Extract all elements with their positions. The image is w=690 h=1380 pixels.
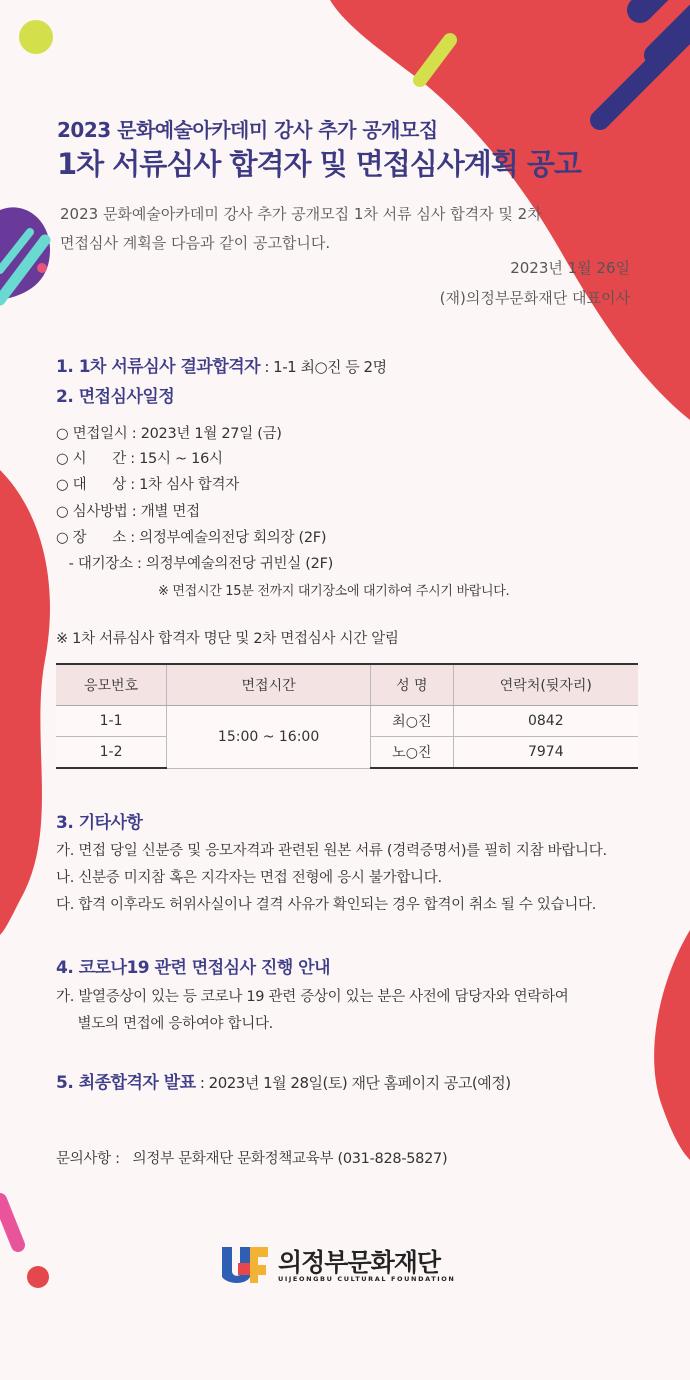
cell-contact: 0842 bbox=[453, 706, 638, 737]
section-3-heading: 3. 기타사항 bbox=[56, 813, 143, 833]
cell-application-number: 1-2 bbox=[56, 737, 167, 769]
section-2-heading: 2. 면접심사일정 bbox=[56, 387, 175, 407]
contact-info: 문의사항 : 의정부 문화재단 문화정책교육부 (031-828-5827) bbox=[56, 1151, 448, 1167]
schedule-item: - 대기장소 : 의정부예술의전당 귀빈실 (2F) bbox=[60, 556, 333, 572]
cell-contact: 7974 bbox=[453, 737, 638, 769]
covid-line-2: 별도의 면접에 응하여야 합니다. bbox=[56, 1016, 273, 1032]
cell-name: 노○진 bbox=[371, 737, 454, 769]
header-contact: 연락처(뒷자리) bbox=[453, 664, 638, 706]
candidates-table bbox=[56, 663, 638, 769]
header-application-number: 응모번호 bbox=[56, 664, 167, 706]
intro-line-2: 면접심사 계획을 다음과 같이 공고합니다. bbox=[60, 234, 331, 252]
foundation-logo-subtitle: UIJEONGBU CULTURAL FOUNDATION bbox=[278, 1275, 456, 1283]
section-5-detail: : 2023년 1월 28일(토) 재단 홈페이지 공고(예정) bbox=[195, 1074, 511, 1092]
table-caption: ※ 1차 서류심사 합격자 명단 및 2차 면접심사 시간 알림 bbox=[56, 631, 399, 647]
foundation-logo-mark bbox=[220, 1243, 270, 1285]
schedule-item: ○ 시 간 : 15시 ~ 16시 bbox=[56, 451, 223, 467]
schedule-item: ○ 장 소 : 의정부예술의전당 회의장 (2F) bbox=[56, 530, 327, 546]
covid-line-1: 가. 발열증상이 있는 등 코로나 19 관련 증상이 있는 분은 사전에 담당자와 연락하여 bbox=[56, 989, 569, 1005]
table-row bbox=[56, 706, 638, 737]
section-1-heading: 1. 1차 서류심사 결과합격자 bbox=[56, 357, 261, 377]
intro-text bbox=[60, 200, 542, 258]
schedule-item: ○ 심사방법 : 개별 면접 bbox=[56, 504, 200, 520]
section-1-detail: : 1-1 최○진 등 2명 bbox=[260, 358, 387, 376]
schedule-item: ○ 대 상 : 1차 심사 합격자 bbox=[56, 477, 239, 493]
section-5-heading: 5. 최종합격자 발표 bbox=[56, 1073, 196, 1093]
section-1 bbox=[56, 352, 387, 377]
cell-name: 최○진 bbox=[371, 706, 454, 737]
notice-title: 1차 서류심사 합격자 및 면접심사계획 공고 bbox=[57, 147, 581, 181]
cell-application-number: 1-1 bbox=[56, 706, 167, 737]
schedule-item: ○ 면접일시 : 2023년 1월 27일 (금) bbox=[56, 426, 282, 442]
notice-date: 2023년 1월 26일 bbox=[510, 259, 630, 277]
notice-subtitle: 2023 문화예술아카데미 강사 추가 공개모집 bbox=[57, 118, 438, 142]
notice-organization: (재)의정부문화재단 대표이사 bbox=[439, 289, 630, 307]
notice-item: 나. 신분증 미지참 혹은 지각자는 면접 전형에 응시 불가합니다. bbox=[56, 870, 442, 886]
header-name: 성 명 bbox=[371, 664, 454, 706]
header-interview-time: 면접시간 bbox=[167, 664, 371, 706]
notice-item: 다. 합격 이후라도 허위사실이나 결격 사유가 확인되는 경우 합격이 취소 될 수 있습니다. bbox=[56, 897, 597, 913]
notice-item: 가. 면접 당일 신분증 및 응모자격과 관련된 원본 서류 (경력증명서)를 필히 지참 바랍니다. bbox=[56, 843, 607, 859]
table-header-row bbox=[56, 664, 638, 706]
section-5 bbox=[56, 1068, 511, 1093]
section-4-heading: 4. 코로나19 관련 면접심사 진행 안내 bbox=[56, 958, 331, 978]
schedule-note: ※ 면접시간 15분 전까지 대기장소에 대기하여 주시기 바랍니다. bbox=[158, 584, 510, 599]
foundation-logo bbox=[220, 1243, 480, 1285]
foundation-logo-name: 의정부문화재단 bbox=[278, 1248, 441, 1277]
intro-line-1: 2023 문화예술아카데미 강사 추가 공개모집 1차 서류 심사 합격자 및 2차 bbox=[60, 205, 542, 223]
cell-interview-time: 15:00 ~ 16:00 bbox=[167, 706, 371, 769]
